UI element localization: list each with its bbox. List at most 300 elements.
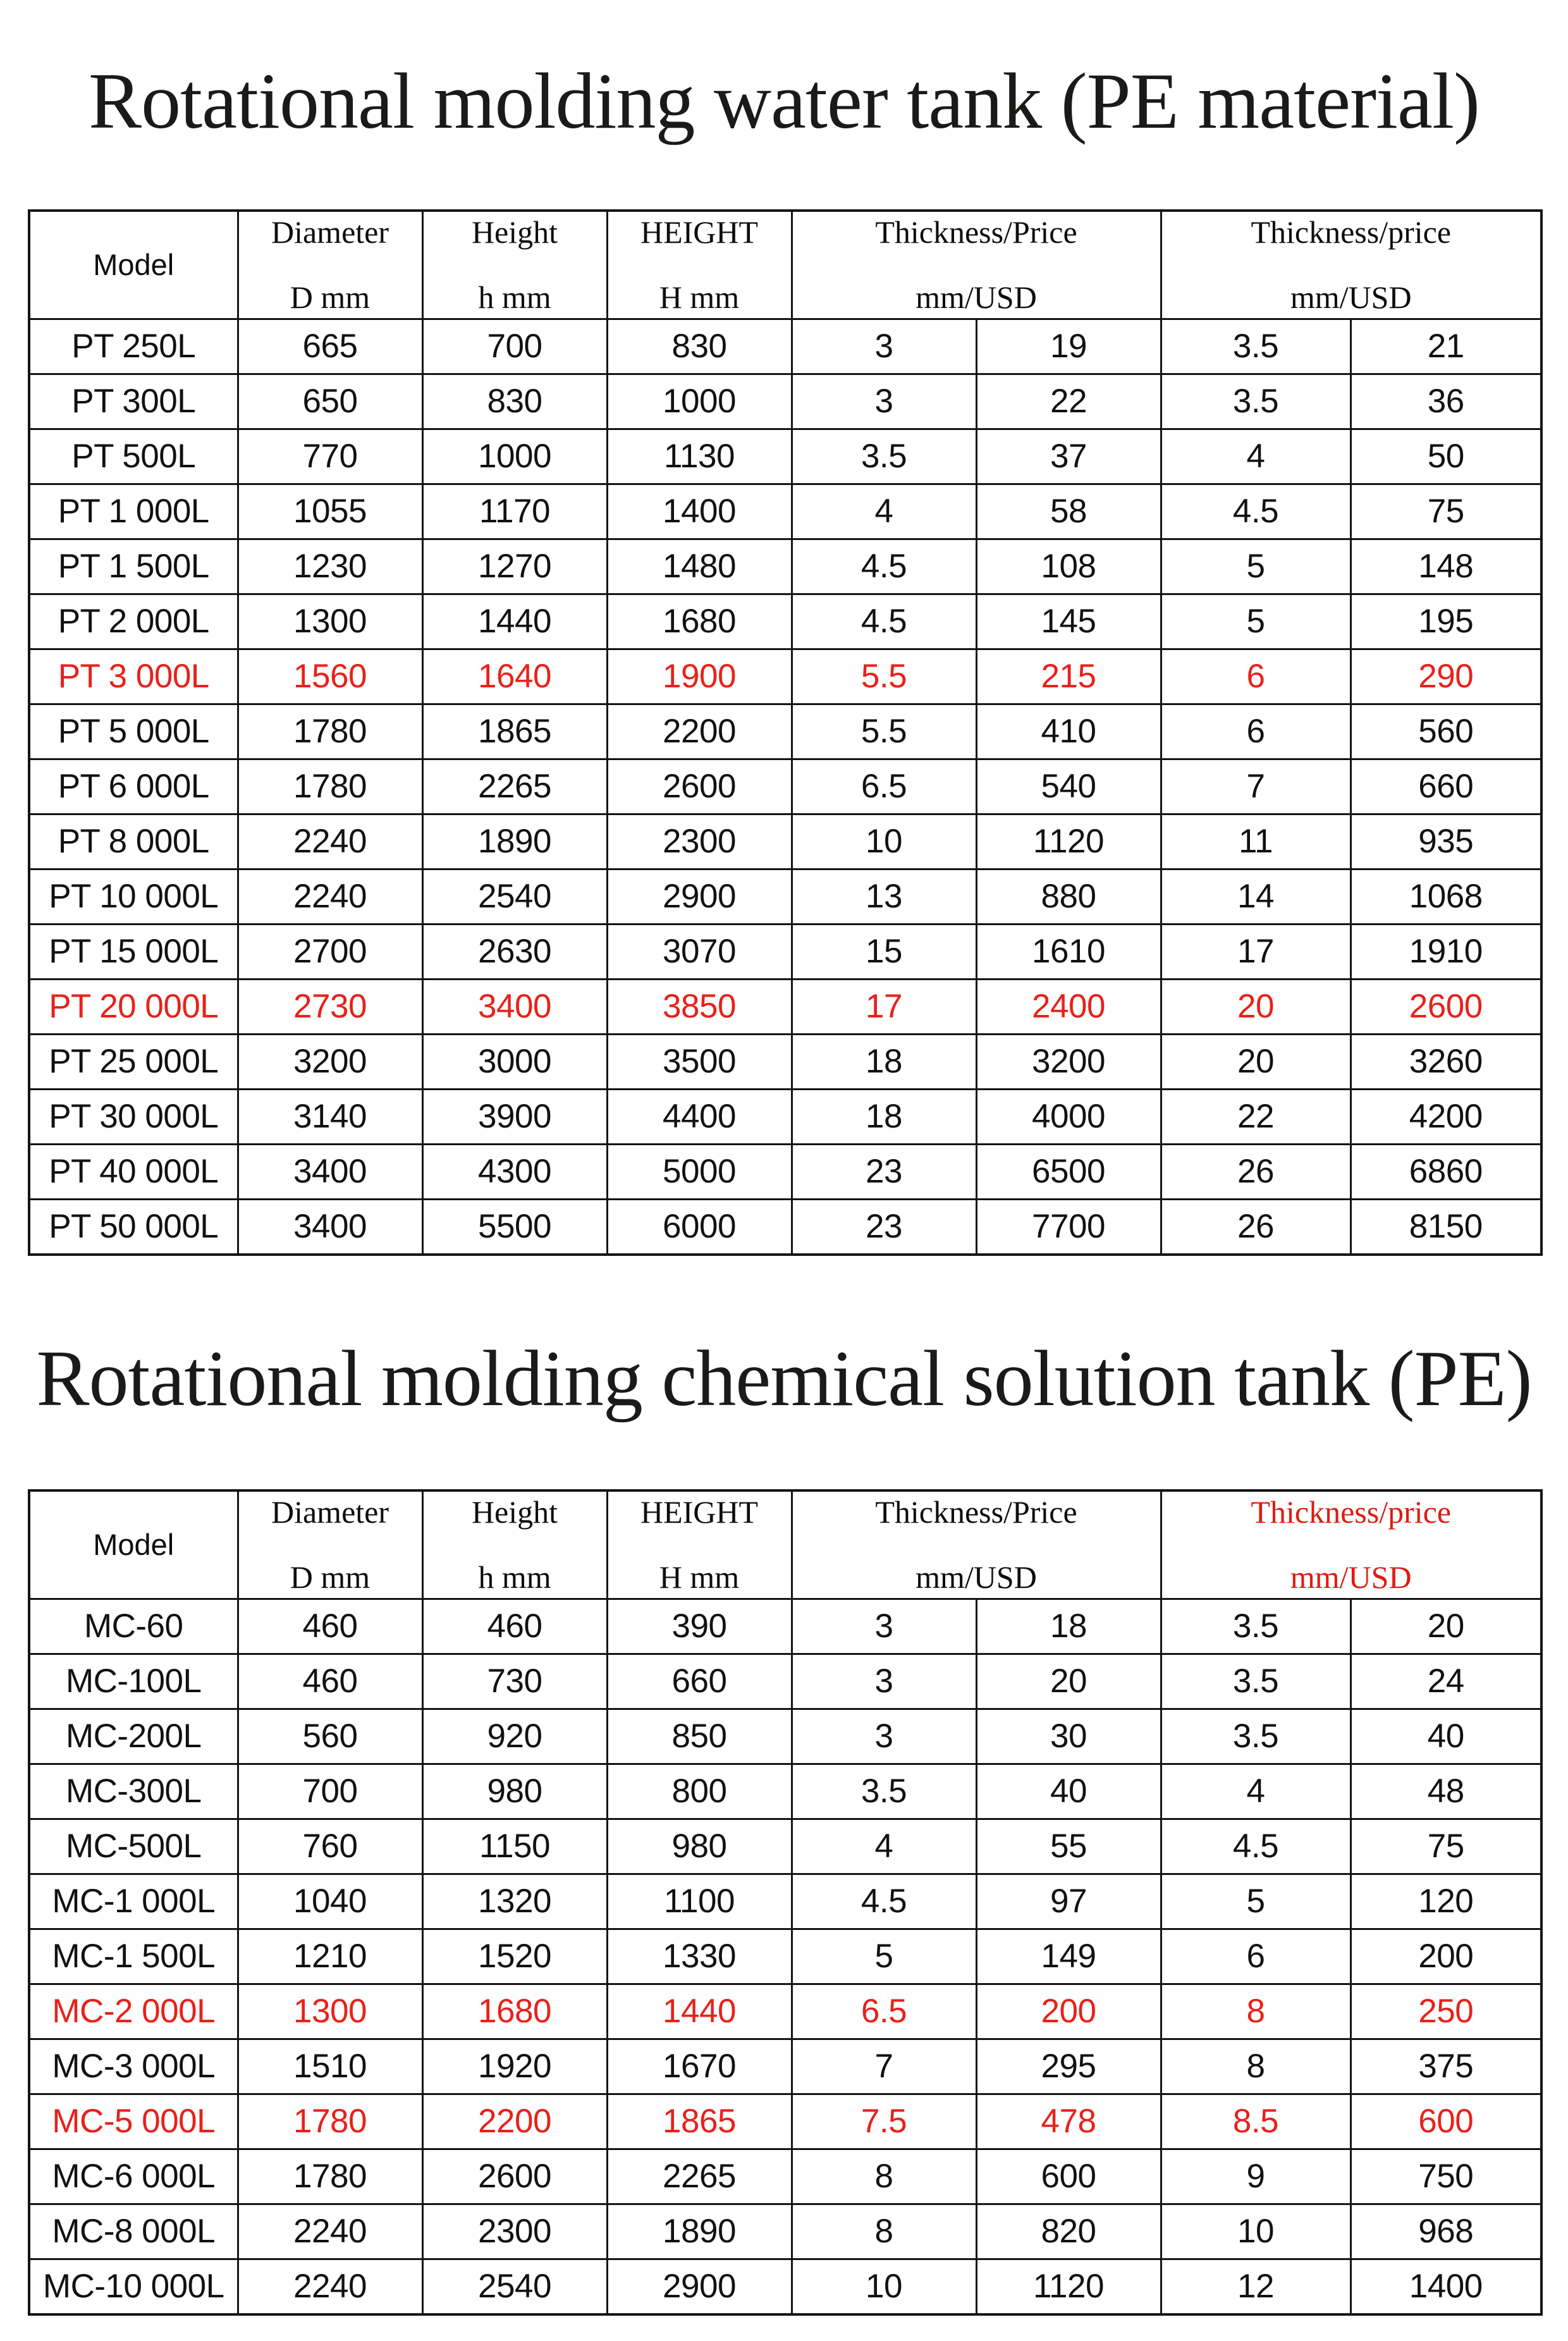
header-line-top: Height [471,214,558,250]
cell-diameter: 2240 [238,2204,422,2259]
cell-diameter: 1040 [238,1874,422,1929]
cell-price-2: 4200 [1351,1089,1541,1144]
cell-thickness-2: 6 [1161,1929,1351,1984]
table-row [29,1599,1541,1654]
cell-thickness-1: 17 [792,979,976,1034]
cell-diameter: 1780 [238,2094,422,2149]
cell-thickness-1: 3 [792,1709,976,1764]
cell-price-2: 48 [1351,1764,1541,1819]
cell-diameter: 2240 [238,814,422,869]
cell-height-H: 2300 [607,814,792,869]
header-line-top: Model [93,248,175,282]
cell-height-H: 2600 [607,759,792,814]
header-line-top: HEIGHT [640,214,759,250]
table-row [29,2039,1541,2094]
cell-thickness-2: 6 [1161,649,1351,704]
cell-thickness-1: 5.5 [792,649,976,704]
cell-model: MC-2 000L [29,1984,238,2039]
cell-price-1: 18 [976,1599,1161,1654]
cell-height-h: 830 [422,374,607,429]
cell-diameter: 770 [238,429,422,484]
price-list-page [0,53,1568,2306]
cell-price-1: 6500 [976,1144,1161,1199]
cell-height-h: 2630 [422,924,607,979]
cell-thickness-2: 22 [1161,1089,1351,1144]
cell-model: MC-500L [29,1819,238,1874]
cell-thickness-2: 4.5 [1161,484,1351,539]
cell-price-2: 375 [1351,2039,1541,2094]
cell-thickness-2: 8 [1161,1984,1351,2039]
cell-price-1: 295 [976,2039,1161,2094]
cell-diameter: 2730 [238,979,422,1034]
column-header-thickness-price-2 [1161,1490,1541,1599]
column-header-thickness-price-1 [792,211,1161,319]
cell-price-1: 2400 [976,979,1161,1034]
cell-price-2: 1068 [1351,869,1541,924]
cell-height-h: 3000 [422,1034,607,1089]
header-line-top: Thickness/price [1251,214,1452,250]
cell-thickness-2: 12 [1161,2259,1351,2314]
cell-thickness-2: 8 [1161,2039,1351,2094]
cell-height-h: 1150 [422,1819,607,1874]
cell-model: MC-6 000L [29,2149,238,2204]
cell-model: PT 8 000L [29,814,238,869]
cell-thickness-2: 20 [1161,979,1351,1034]
cell-price-2: 1400 [1351,2259,1541,2314]
cell-thickness-1: 6.5 [792,759,976,814]
header-line-top: HEIGHT [640,1494,759,1530]
cell-height-h: 700 [422,319,607,374]
cell-height-h: 1640 [422,649,607,704]
cell-price-1: 820 [976,2204,1161,2259]
cell-height-h: 4300 [422,1144,607,1199]
table-row [29,1089,1541,1144]
cell-price-2: 750 [1351,2149,1541,2204]
table-row [29,704,1541,759]
cell-thickness-1: 7.5 [792,2094,976,2149]
cell-thickness-2: 14 [1161,869,1351,924]
cell-price-1: 145 [976,594,1161,649]
cell-price-2: 120 [1351,1874,1541,1929]
table-header [29,1490,1541,1599]
cell-price-1: 149 [976,1929,1161,1984]
table-row [29,1144,1541,1199]
cell-height-H: 4400 [607,1089,792,1144]
table-row [29,814,1541,869]
cell-price-2: 75 [1351,484,1541,539]
cell-diameter: 3400 [238,1144,422,1199]
cell-diameter: 1560 [238,649,422,704]
cell-height-h: 2540 [422,2259,607,2314]
cell-price-2: 195 [1351,594,1541,649]
cell-thickness-2: 3.5 [1161,319,1351,374]
table-row [29,1709,1541,1764]
cell-thickness-2: 26 [1161,1144,1351,1199]
cell-price-2: 600 [1351,2094,1541,2149]
cell-height-h: 1320 [422,1874,607,1929]
cell-price-1: 40 [976,1764,1161,1819]
cell-model: PT 50 000L [29,1199,238,1255]
cell-height-h: 980 [422,1764,607,1819]
cell-diameter: 1300 [238,594,422,649]
column-header-height-small [422,211,607,319]
cell-thickness-2: 7 [1161,759,1351,814]
cell-price-2: 290 [1351,649,1541,704]
header-line-bottom: H mm [659,1559,740,1595]
cell-price-1: 3200 [976,1034,1161,1089]
header-line-top: Model [93,1527,175,1561]
cell-diameter: 700 [238,1764,422,1819]
cell-height-h: 2300 [422,2204,607,2259]
cell-thickness-2: 8.5 [1161,2094,1351,2149]
cell-thickness-1: 4.5 [792,539,976,594]
column-header-thickness-price-1 [792,1490,1161,1599]
cell-thickness-1: 3 [792,319,976,374]
cell-height-h: 1865 [422,704,607,759]
page-title-chemical-tank: Rotational molding chemical solution tank (PE) [36,1335,1532,1423]
cell-height-H: 850 [607,1709,792,1764]
cell-price-2: 2600 [1351,979,1541,1034]
cell-model: MC-100L [29,1654,238,1709]
cell-height-H: 2900 [607,869,792,924]
table-row [29,759,1541,814]
cell-price-1: 600 [976,2149,1161,2204]
cell-thickness-1: 10 [792,814,976,869]
cell-height-H: 830 [607,319,792,374]
water-tank-spec-table [28,209,1543,1256]
cell-price-1: 215 [976,649,1161,704]
table-row [29,924,1541,979]
table-row [29,1764,1541,1819]
cell-height-h: 460 [422,1599,607,1654]
cell-thickness-1: 8 [792,2204,976,2259]
cell-thickness-1: 5.5 [792,704,976,759]
header-line-top: Diameter [271,1494,389,1530]
cell-diameter: 2700 [238,924,422,979]
cell-height-h: 1520 [422,1929,607,1984]
cell-height-h: 3400 [422,979,607,1034]
cell-height-h: 1440 [422,594,607,649]
column-header-height-large [607,1490,792,1599]
cell-diameter: 1780 [238,2149,422,2204]
cell-model: PT 2 000L [29,594,238,649]
cell-price-2: 3260 [1351,1034,1541,1089]
cell-thickness-2: 5 [1161,539,1351,594]
cell-diameter: 1210 [238,1929,422,1984]
cell-model: MC-5 000L [29,2094,238,2149]
cell-height-H: 3500 [607,1034,792,1089]
cell-diameter: 760 [238,1819,422,1874]
cell-diameter: 2240 [238,869,422,924]
column-header-diameter [238,1490,422,1599]
cell-model: MC-8 000L [29,2204,238,2259]
cell-model: PT 300L [29,374,238,429]
table-row [29,1929,1541,1984]
cell-diameter: 1055 [238,484,422,539]
table-row [29,374,1541,429]
cell-price-1: 1120 [976,2259,1161,2314]
cell-model: PT 1 500L [29,539,238,594]
column-header-height-large [607,211,792,319]
cell-height-H: 1890 [607,2204,792,2259]
cell-thickness-2: 3.5 [1161,1709,1351,1764]
cell-diameter: 1510 [238,2039,422,2094]
cell-height-h: 1920 [422,2039,607,2094]
cell-model: MC-200L [29,1709,238,1764]
header-line-bottom: h mm [478,1559,551,1595]
cell-diameter: 665 [238,319,422,374]
cell-thickness-1: 7 [792,2039,976,2094]
cell-diameter: 2240 [238,2259,422,2314]
header-row [29,1490,1541,1599]
cell-thickness-2: 10 [1161,2204,1351,2259]
cell-height-h: 1890 [422,814,607,869]
cell-thickness-1: 4.5 [792,594,976,649]
cell-model: PT 25 000L [29,1034,238,1089]
cell-diameter: 460 [238,1599,422,1654]
cell-thickness-1: 15 [792,924,976,979]
cell-price-1: 30 [976,1709,1161,1764]
header-line-top: Diameter [271,214,389,250]
cell-thickness-2: 4 [1161,429,1351,484]
table-row [29,429,1541,484]
cell-price-2: 50 [1351,429,1541,484]
cell-diameter: 460 [238,1654,422,1709]
cell-height-H: 2200 [607,704,792,759]
cell-price-2: 560 [1351,704,1541,759]
cell-thickness-2: 5 [1161,594,1351,649]
cell-height-H: 1680 [607,594,792,649]
header-line-bottom: mm/USD [916,1559,1037,1595]
table-body [29,319,1541,1255]
table-row [29,2204,1541,2259]
cell-price-2: 148 [1351,539,1541,594]
column-header-diameter [238,211,422,319]
cell-height-H: 980 [607,1819,792,1874]
cell-thickness-1: 3.5 [792,1764,976,1819]
table-row [29,979,1541,1034]
cell-model: PT 10 000L [29,869,238,924]
cell-height-h: 920 [422,1709,607,1764]
table-row [29,2094,1541,2149]
cell-height-H: 3070 [607,924,792,979]
cell-thickness-2: 20 [1161,1034,1351,1089]
cell-price-1: 20 [976,1654,1161,1709]
cell-thickness-1: 3 [792,374,976,429]
header-line-bottom: mm/USD [1290,1559,1412,1595]
cell-price-2: 6860 [1351,1144,1541,1199]
cell-price-2: 24 [1351,1654,1541,1709]
cell-thickness-2: 17 [1161,924,1351,979]
cell-height-H: 1000 [607,374,792,429]
cell-thickness-1: 3 [792,1654,976,1709]
cell-model: PT 30 000L [29,1089,238,1144]
table-row [29,1199,1541,1255]
header-line-top: Thickness/Price [875,1494,1077,1530]
column-header-thickness-price-2 [1161,211,1541,319]
cell-thickness-2: 11 [1161,814,1351,869]
cell-height-H: 1670 [607,2039,792,2094]
column-header-model [29,1490,238,1599]
cell-price-1: 1120 [976,814,1161,869]
cell-price-1: 200 [976,1984,1161,2039]
cell-height-h: 5500 [422,1199,607,1255]
cell-diameter: 1230 [238,539,422,594]
header-line-bottom: D mm [290,279,371,315]
cell-price-2: 1910 [1351,924,1541,979]
cell-thickness-2: 9 [1161,2149,1351,2204]
table-row [29,2149,1541,2204]
cell-thickness-1: 23 [792,1144,976,1199]
cell-price-1: 108 [976,539,1161,594]
cell-model: MC-10 000L [29,2259,238,2314]
cell-thickness-2: 4 [1161,1764,1351,1819]
cell-thickness-1: 23 [792,1199,976,1255]
cell-diameter: 3140 [238,1089,422,1144]
header-line-top: Thickness/Price [875,214,1077,250]
cell-diameter: 560 [238,1709,422,1764]
cell-price-2: 200 [1351,1929,1541,1984]
cell-height-H: 1900 [607,649,792,704]
header-line-top: Thickness/price [1251,1494,1452,1530]
cell-price-1: 37 [976,429,1161,484]
cell-height-h: 1680 [422,1984,607,2039]
column-header-model [29,211,238,319]
cell-price-2: 8150 [1351,1199,1541,1255]
table-row [29,594,1541,649]
table-header [29,211,1541,319]
cell-model: PT 5 000L [29,704,238,759]
cell-height-H: 1440 [607,1984,792,2039]
cell-height-H: 800 [607,1764,792,1819]
cell-height-h: 1000 [422,429,607,484]
page-title-water-tank: Rotational molding water tank (PE material) [89,58,1479,146]
cell-price-1: 4000 [976,1089,1161,1144]
cell-price-1: 410 [976,704,1161,759]
cell-thickness-2: 4.5 [1161,1819,1351,1874]
cell-model: MC-1 500L [29,1929,238,1984]
cell-price-2: 21 [1351,319,1541,374]
cell-thickness-1: 18 [792,1089,976,1144]
table-row [29,1874,1541,1929]
cell-height-H: 1480 [607,539,792,594]
header-row [29,211,1541,319]
cell-thickness-1: 4.5 [792,1874,976,1929]
cell-height-H: 1130 [607,429,792,484]
cell-price-1: 19 [976,319,1161,374]
cell-price-2: 935 [1351,814,1541,869]
cell-height-h: 730 [422,1654,607,1709]
cell-thickness-2: 6 [1161,704,1351,759]
column-header-height-small [422,1490,607,1599]
cell-price-2: 40 [1351,1709,1541,1764]
cell-height-h: 2200 [422,2094,607,2149]
cell-height-H: 1330 [607,1929,792,1984]
cell-price-1: 7700 [976,1199,1161,1255]
cell-height-H: 1865 [607,2094,792,2149]
table-row [29,1819,1541,1874]
cell-model: MC-3 000L [29,2039,238,2094]
table-row [29,649,1541,704]
cell-diameter: 3400 [238,1199,422,1255]
cell-thickness-1: 5 [792,1929,976,1984]
cell-height-H: 390 [607,1599,792,1654]
cell-price-1: 478 [976,2094,1161,2149]
cell-price-1: 1610 [976,924,1161,979]
cell-model: PT 40 000L [29,1144,238,1199]
cell-price-2: 660 [1351,759,1541,814]
cell-price-2: 250 [1351,1984,1541,2039]
cell-height-h: 1170 [422,484,607,539]
cell-height-H: 6000 [607,1199,792,1255]
cell-height-H: 660 [607,1654,792,1709]
header-line-top: Height [471,1494,558,1530]
cell-price-1: 540 [976,759,1161,814]
cell-thickness-1: 18 [792,1034,976,1089]
chemical-tank-spec-table [28,1489,1543,2316]
cell-price-2: 968 [1351,2204,1541,2259]
cell-price-1: 55 [976,1819,1161,1874]
cell-thickness-1: 6.5 [792,1984,976,2039]
cell-diameter: 650 [238,374,422,429]
cell-model: PT 250L [29,319,238,374]
cell-model: MC-300L [29,1764,238,1819]
cell-thickness-1: 3.5 [792,429,976,484]
header-line-bottom: mm/USD [916,279,1037,315]
cell-thickness-1: 4 [792,484,976,539]
cell-price-1: 880 [976,869,1161,924]
cell-diameter: 1780 [238,704,422,759]
cell-model: PT 1 000L [29,484,238,539]
cell-model: MC-1 000L [29,1874,238,1929]
cell-price-1: 58 [976,484,1161,539]
cell-price-2: 20 [1351,1599,1541,1654]
cell-model: MC-60 [29,1599,238,1654]
cell-thickness-2: 3.5 [1161,374,1351,429]
cell-price-1: 97 [976,1874,1161,1929]
cell-height-H: 2265 [607,2149,792,2204]
table-row [29,2259,1541,2314]
table-row [29,869,1541,924]
cell-height-H: 5000 [607,1144,792,1199]
table-row [29,1034,1541,1089]
cell-price-1: 22 [976,374,1161,429]
cell-thickness-1: 3 [792,1599,976,1654]
cell-diameter: 3200 [238,1034,422,1089]
page-bottom-spacer [28,2316,1540,2341]
table-row [29,484,1541,539]
cell-height-H: 2900 [607,2259,792,2314]
header-line-bottom: D mm [290,1559,371,1595]
cell-thickness-2: 26 [1161,1199,1351,1255]
cell-diameter: 1780 [238,759,422,814]
cell-price-2: 36 [1351,374,1541,429]
cell-height-H: 3850 [607,979,792,1034]
cell-model: PT 500L [29,429,238,484]
cell-model: PT 3 000L [29,649,238,704]
table-body [29,1599,1541,2314]
cell-model: PT 6 000L [29,759,238,814]
table-row [29,1654,1541,1709]
cell-thickness-1: 4 [792,1819,976,1874]
cell-thickness-2: 5 [1161,1874,1351,1929]
cell-thickness-1: 10 [792,2259,976,2314]
cell-height-h: 2600 [422,2149,607,2204]
cell-thickness-1: 8 [792,2149,976,2204]
cell-height-h: 1270 [422,539,607,594]
cell-height-h: 2265 [422,759,607,814]
cell-height-h: 3900 [422,1089,607,1144]
